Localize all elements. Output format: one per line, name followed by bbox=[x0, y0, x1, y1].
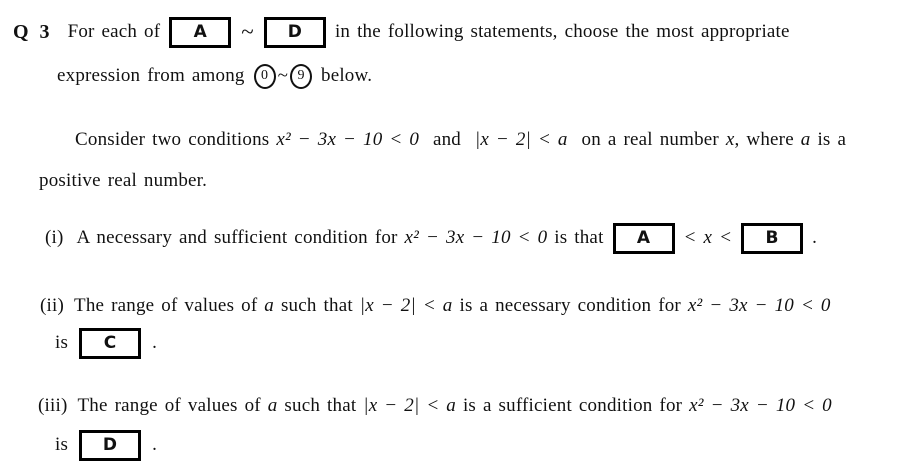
setup-text-6: positive real number. bbox=[39, 170, 208, 191]
answer-box-c-blank: C bbox=[79, 328, 141, 359]
heading-text-post: in the following statements, choose the most appropriate bbox=[334, 21, 790, 42]
item-iii-math-1: a bbox=[267, 395, 278, 416]
item-i-math-2: < x < bbox=[683, 227, 733, 248]
answer-box-d: D bbox=[264, 17, 326, 48]
heading-text-pre: For each of bbox=[67, 21, 161, 42]
item-iii-math-3: x² − 3x − 10 < 0 bbox=[689, 395, 832, 416]
circled-digit-9: 9 bbox=[290, 64, 312, 89]
math-absolute-inequality: |x − 2| < a bbox=[474, 129, 568, 150]
heading-line2-post: below. bbox=[314, 65, 373, 86]
item-iii-math-2: |x − 2| < a bbox=[363, 395, 456, 416]
item-iii-text-2: such that bbox=[277, 395, 364, 416]
setup-paragraph-line2 bbox=[39, 166, 207, 196]
item-iii-marker: (iii) bbox=[38, 395, 68, 416]
item-ii-math-1: a bbox=[264, 295, 274, 316]
math-var-a: a bbox=[800, 129, 811, 150]
heading-line2-pre: expression from among bbox=[57, 65, 252, 86]
item-ii-line1 bbox=[40, 291, 831, 321]
item-iii-period: . bbox=[152, 434, 158, 455]
item-iii-line2 bbox=[55, 428, 157, 462]
item-ii-period: . bbox=[152, 332, 158, 353]
item-i-period: . bbox=[812, 227, 818, 248]
answer-box-a: A bbox=[169, 17, 231, 48]
item-ii-is-label: is bbox=[55, 332, 69, 353]
item-ii-marker: (ii) bbox=[40, 295, 65, 316]
item-ii-math-3: x² − 3x − 10 < 0 bbox=[687, 295, 831, 316]
circled-digit-0: 0 bbox=[254, 64, 276, 89]
setup-text-3: on a real number bbox=[567, 129, 726, 150]
setup-paragraph-line1 bbox=[75, 125, 846, 155]
setup-text-4: , where bbox=[734, 129, 801, 150]
item-ii-math-2: |x − 2| < a bbox=[359, 295, 453, 316]
item-ii-text-3: is a necessary condition for bbox=[452, 295, 688, 316]
item-ii-line2 bbox=[55, 326, 157, 360]
item-ii-text-2: such that bbox=[274, 295, 360, 316]
math-var-x: x bbox=[725, 129, 735, 150]
item-iii-is-label: is bbox=[55, 434, 69, 455]
item-i-math-1: x² − 3x − 10 < 0 bbox=[404, 227, 548, 248]
answer-box-d-blank: D bbox=[79, 430, 141, 461]
item-i-text-1: A necessary and sufficient condition for bbox=[76, 227, 405, 248]
item-i-line bbox=[45, 221, 817, 255]
setup-text-1: Consider two conditions bbox=[75, 129, 277, 150]
setup-text-2: and bbox=[419, 129, 475, 150]
question-number: Q 3 bbox=[13, 20, 52, 43]
question-heading-line2 bbox=[57, 61, 372, 91]
question-heading-line1 bbox=[13, 15, 790, 49]
circle-range-tilde: ~ bbox=[277, 65, 289, 86]
item-iii-text-3: is a sufficient condition for bbox=[456, 395, 690, 416]
item-i-marker: (i) bbox=[45, 227, 64, 248]
setup-text-5: is a bbox=[810, 129, 847, 150]
item-iii-text-1: The range of values of bbox=[77, 395, 268, 416]
answer-box-a-blank: A bbox=[613, 223, 675, 254]
range-tilde: ~ bbox=[241, 19, 254, 44]
item-i-text-2: is that bbox=[547, 227, 604, 248]
math-quadratic-inequality: x² − 3x − 10 < 0 bbox=[276, 129, 420, 150]
answer-box-b-blank: B bbox=[741, 223, 803, 254]
item-iii-line1 bbox=[38, 391, 832, 421]
item-ii-text-1: The range of values of bbox=[74, 295, 265, 316]
